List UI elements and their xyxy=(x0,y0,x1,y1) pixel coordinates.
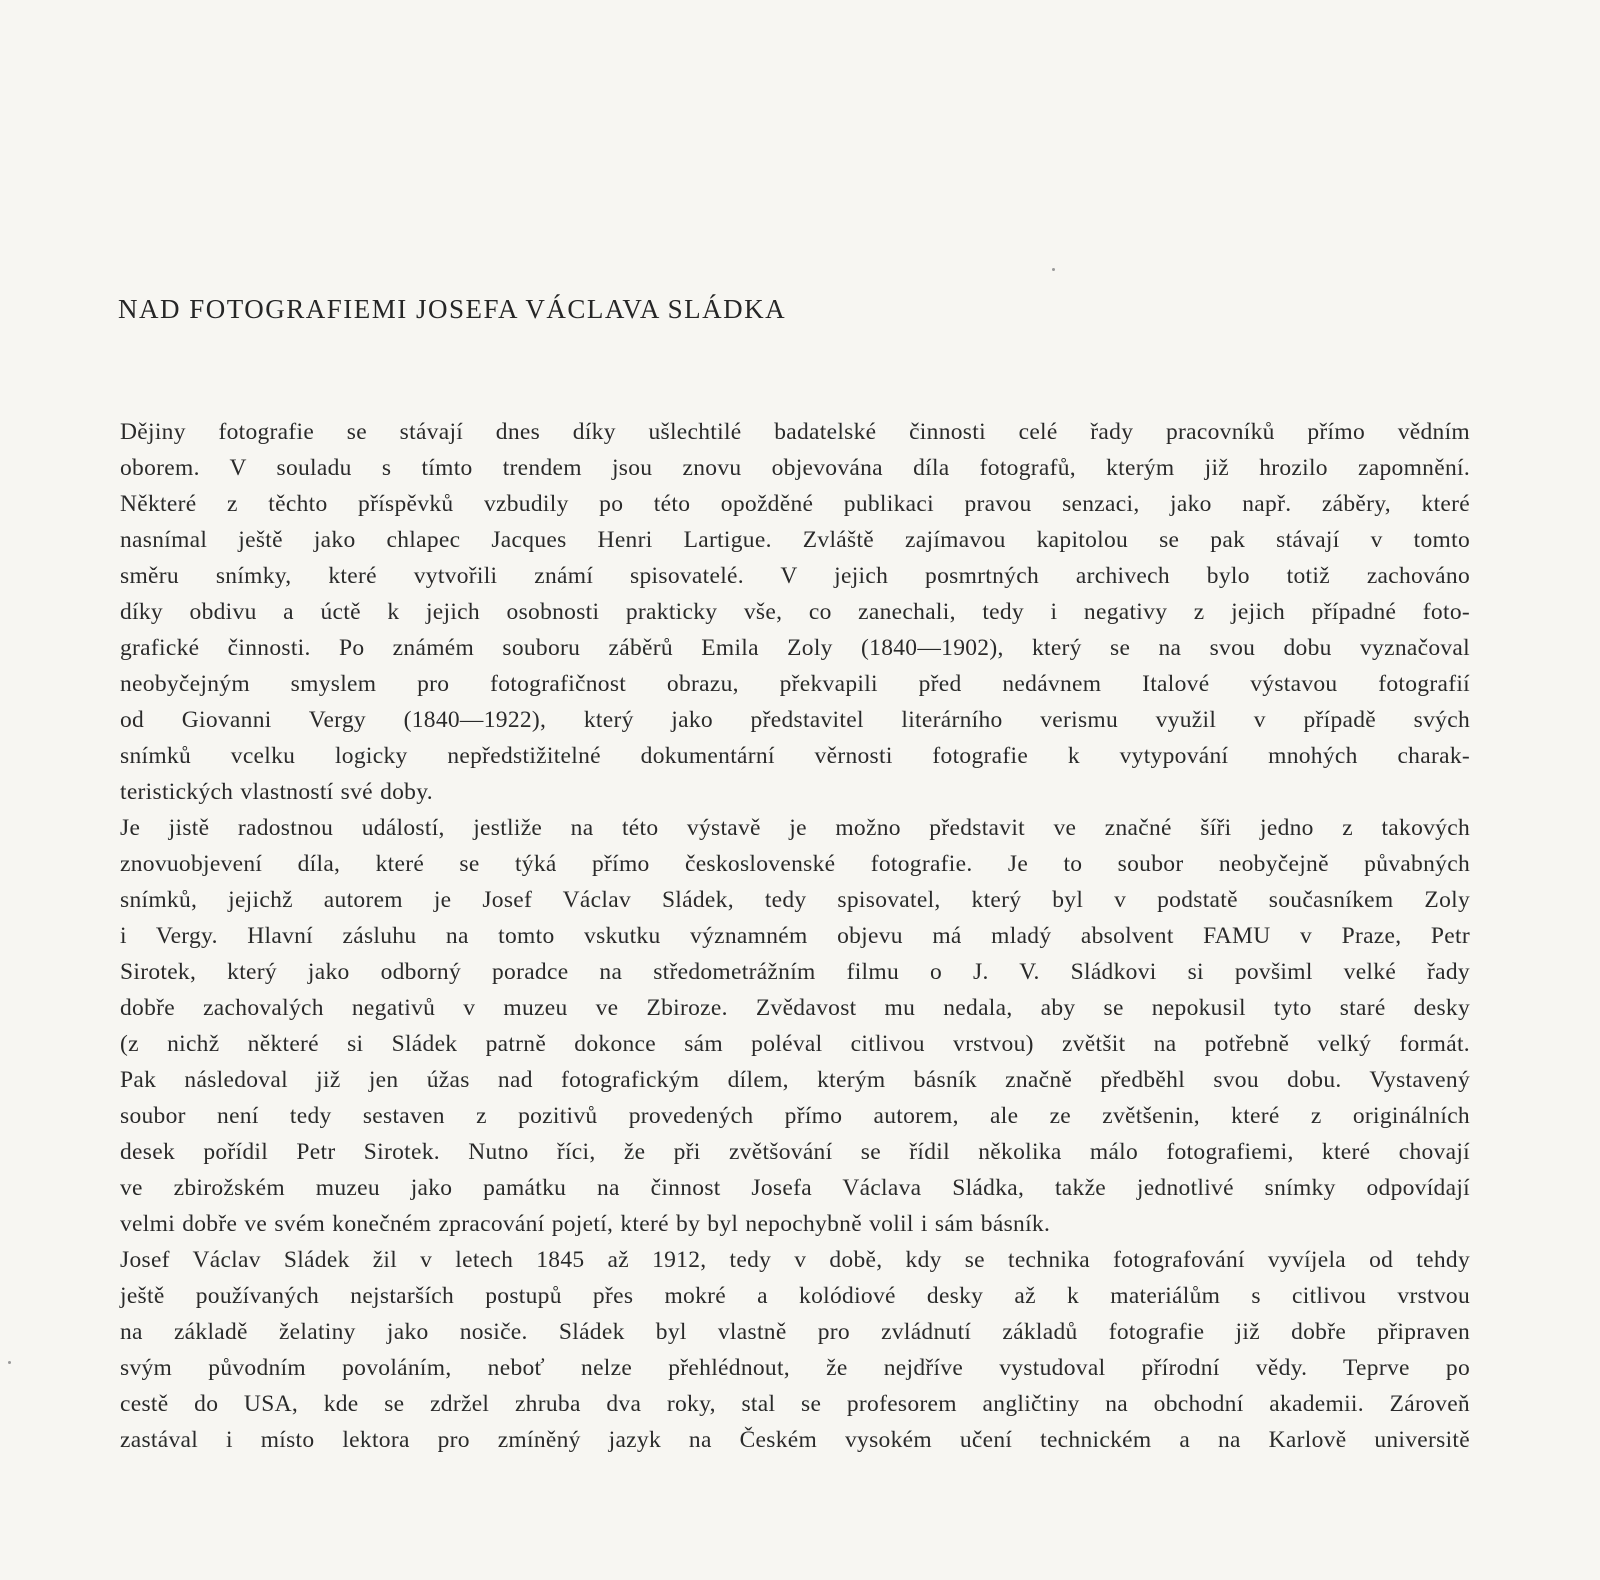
page-title: NAD FOTOGRAFIEMI JOSEFA VÁCLAVA SLÁDKA xyxy=(118,294,787,325)
text-line: zastával i místo lektora pro zmíněný jazyk na Českém vysokém učení technickém a na Karlově universitě xyxy=(120,1427,1470,1453)
text-line: Sirotek, který jako odborný poradce na středometrážním filmu o J. V. Sládkovi si povšiml velké řady xyxy=(120,959,1470,985)
text-line: desek pořídil Petr Sirotek. Nutno říci, že při zvětšování se řídil několika málo fotografiemi, které chovají xyxy=(120,1139,1470,1165)
text-line: Josef Václav Sládek žil v letech 1845 až 1912, tedy v době, kdy se technika fotografování vyvíjela od tehdy xyxy=(120,1247,1470,1273)
text-line: od Giovanni Vergy (1840—1922), který jako představitel literárního verismu využil v případě svých xyxy=(120,707,1470,733)
text-line: znovuobjevení díla, které se týká přímo československé fotografie. Je to soubor neobyčejně půvabných xyxy=(120,851,1470,877)
text-line: Pak následoval již jen úžas nad fotografickým dílem, kterým básník značně předběhl svou dobu. Vystavený xyxy=(120,1067,1470,1093)
text-line: snímků vcelku logicky nepředstižitelné dokumentární věrnosti fotografie k vytypování mnohých charak- xyxy=(120,743,1470,769)
text-line: Je jistě radostnou událostí, jestliže na této výstavě je možno představit ve značné šíři jedno z takových xyxy=(120,815,1470,841)
text-line: neobyčejným smyslem pro fotografičnost obrazu, překvapili před nedávnem Italové výstavou fotografií xyxy=(120,671,1470,697)
text-line: díky obdivu a úctě k jejich osobnosti prakticky vše, co zanechali, tedy i negativy z jejich případné foto- xyxy=(120,599,1470,625)
text-line: Dějiny fotografie se stávají dnes díky ušlechtilé badatelské činnosti celé řady pracovníků přímo vědním xyxy=(120,419,1470,445)
text-line: ještě používaných nejstarších postupů přes mokré a kolódiové desky až k materiálům s citlivou vrstvou xyxy=(120,1283,1470,1309)
text-line: svým původním povoláním, neboť nelze přehlédnout, že nejdříve vystudoval přírodní vědy. Teprve po xyxy=(120,1355,1470,1381)
article-body xyxy=(120,414,1470,1458)
text-line: soubor není tedy sestaven z pozitivů provedených přímo autorem, ale ze zvětšenin, které z originálních xyxy=(120,1103,1470,1129)
text-line: i Vergy. Hlavní zásluhu na tomto vskutku významném objevu má mladý absolvent FAMU v Praze, Petr xyxy=(120,923,1470,949)
text-line: cestě do USA, kde se zdržel zhruba dva roky, stal se profesorem angličtiny na obchodní akademii. Zároveň xyxy=(120,1391,1470,1417)
text-line: snímků, jejichž autorem je Josef Václav Sládek, tedy spisovatel, který byl v podstatě současníkem Zoly xyxy=(120,887,1470,913)
text-line: oborem. V souladu s tímto trendem jsou znovu objevována díla fotografů, kterým již hrozilo zapomnění. xyxy=(120,455,1470,481)
text-line: nasnímal ještě jako chlapec Jacques Henri Lartigue. Zvláště zajímavou kapitolou se pak stávají v tomto xyxy=(120,527,1470,553)
text-line: dobře zachovalých negativů v muzeu ve Zbiroze. Zvědavost mu nedala, aby se nepokusil tyto staré desky xyxy=(120,995,1470,1021)
text-line: ve zbirožském muzeu jako památku na činnost Josefa Václava Sládka, takže jednotlivé snímky odpovídají xyxy=(120,1175,1470,1201)
paper-speck xyxy=(1052,268,1055,271)
text-line: velmi dobře ve svém konečném zpracování pojetí, které by byl nepochybně volil i sám básník. xyxy=(120,1211,1051,1237)
text-line: teristických vlastností své doby. xyxy=(120,779,433,805)
text-line: (z nichž některé si Sládek patrně dokonce sám poléval citlivou vrstvou) zvětšit na potřebně velký formát. xyxy=(120,1031,1470,1057)
text-line: Některé z těchto příspěvků vzbudily po této opožděné publikaci pravou senzaci, jako např. záběry, které xyxy=(120,491,1470,517)
text-line: směru snímky, které vytvořili známí spisovatelé. V jejich posmrtných archivech bylo totiž zachováno xyxy=(120,563,1470,589)
text-line: na základě želatiny jako nosiče. Sládek byl vlastně pro zvládnutí základů fotografie již dobře připraven xyxy=(120,1319,1470,1345)
paper-speck xyxy=(8,1361,11,1364)
text-line: grafické činnosti. Po známém souboru záběrů Emila Zoly (1840—1902), který se na svou dobu vyznačoval xyxy=(120,635,1470,661)
